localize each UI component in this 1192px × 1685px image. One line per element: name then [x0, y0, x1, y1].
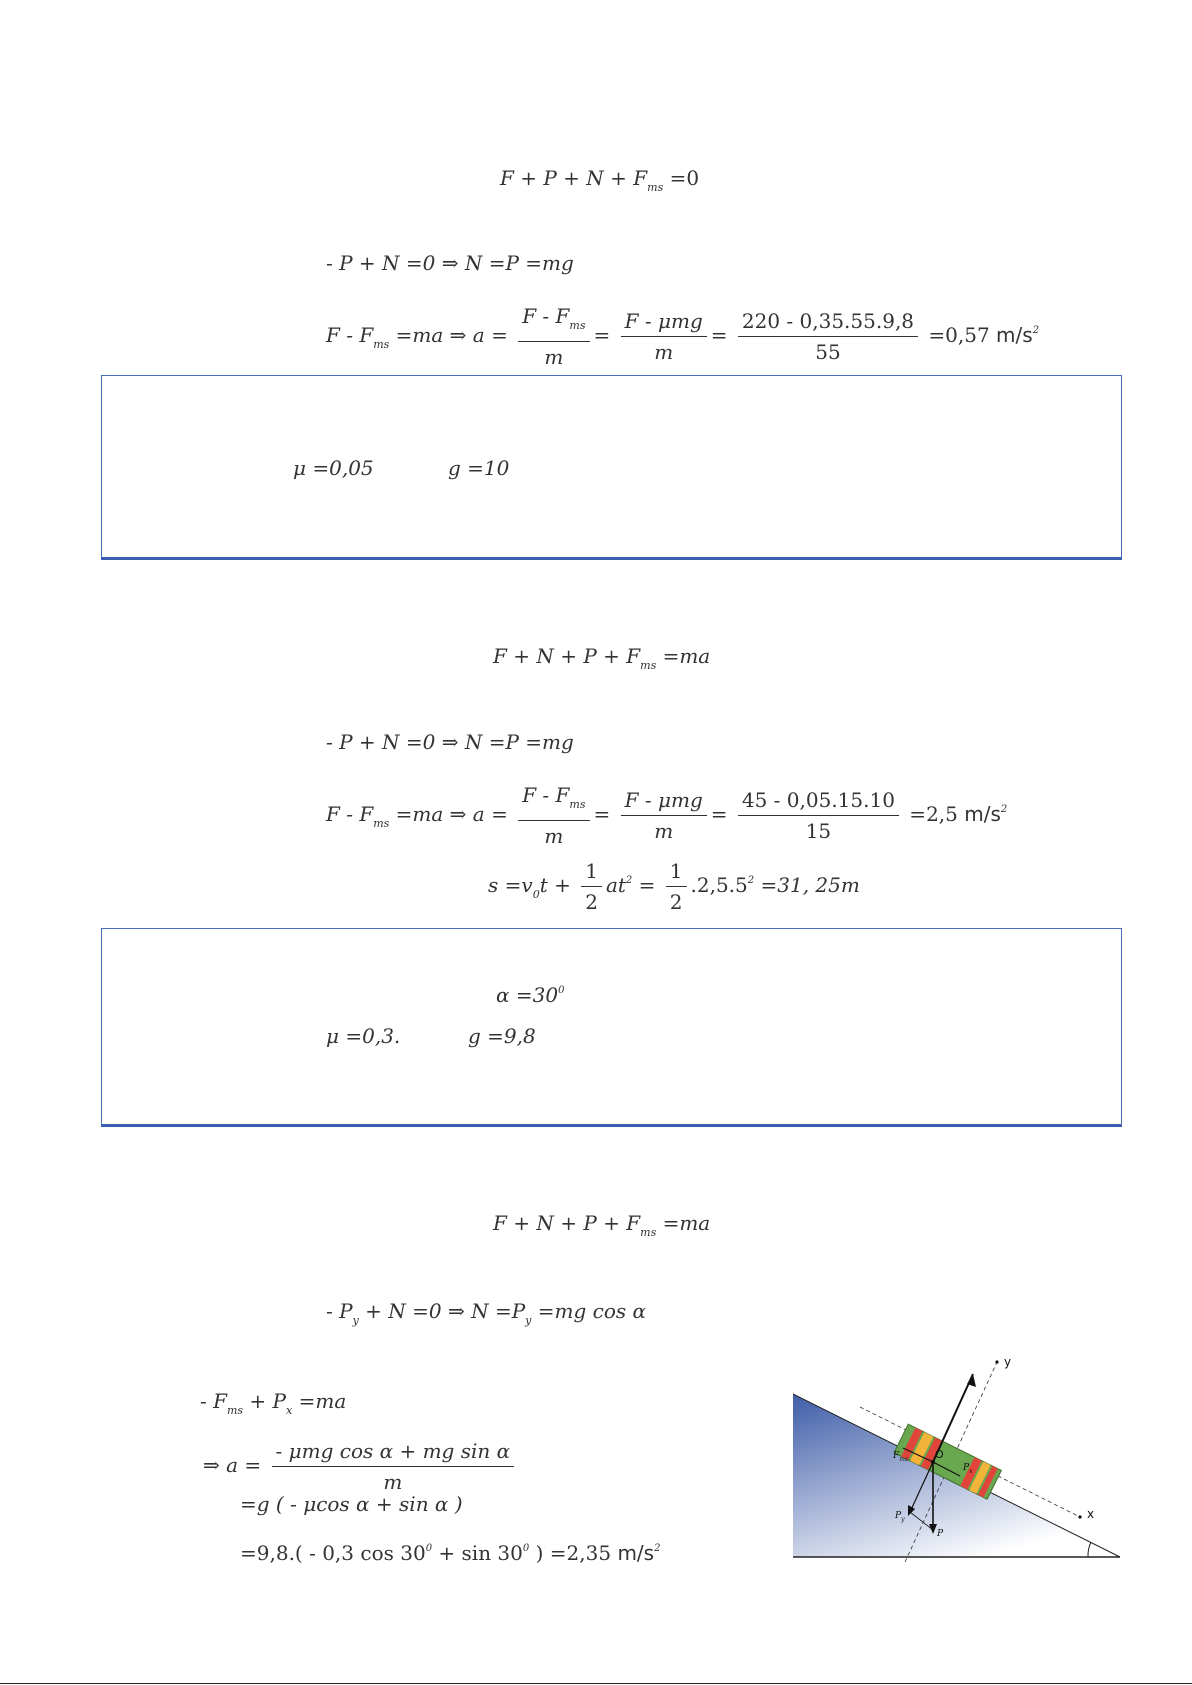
inclined-plane-diagram — [785, 1352, 1125, 1562]
eq-forces-sum-2: $F + N + P + F_{ms} =ma$ — [493, 644, 711, 672]
fraction: $\frac{\text{- μmg cos α + mg sin α}}{m}$ — [272, 1438, 515, 1495]
label-Px: $P_x$ — [963, 1463, 973, 1475]
fraction: $\frac{\text{F - μmg}}{m}$ — [621, 308, 707, 365]
label-Fms: $F_{ms}$ — [893, 1451, 909, 1463]
box2-mu: μ =0,3. — [326, 1024, 401, 1048]
eq-normal-force-2: - P + N =0 ⇒ N =P =mg — [326, 730, 574, 754]
box2-g: g =9,8 — [468, 1024, 536, 1048]
eq-forces-sum-1: $F + P + N + F_{ms} =0$ — [500, 166, 700, 194]
eq-a-formula: ⇒ a = $\frac{\text{- μmg cos α + mg sin α}}{m}$ — [203, 1438, 518, 1495]
box1-mu: μ =0,05 — [293, 456, 374, 480]
fraction: $\frac{1}{2}$ — [666, 858, 687, 915]
eq-normal-force-1: - P + N =0 ⇒ N =P =mg — [326, 251, 574, 275]
fraction: $\frac{220 - 0,35.55.9,8}{55}$ — [738, 308, 918, 365]
eq-distance: $s =v_0t$ + $\frac{1}{2}$ $at^2$ = $\frac{1}{2}$ $.2,5.5^2 =31$, 25m — [488, 859, 860, 914]
fraction: $\frac{F - F_{ms}}{m}$ — [518, 782, 589, 849]
label-x: x — [1087, 1507, 1095, 1521]
problem-box-2 — [101, 928, 1122, 1127]
problem-box-1 — [101, 375, 1122, 560]
label-y: y — [1004, 1355, 1012, 1369]
eq-forces-sum-3: $F + N + P + F_{ms} =ma$ — [493, 1211, 711, 1239]
label-Py: $P_y$ — [895, 1511, 905, 1523]
fraction: $\frac{45 - 0,05.15.10}{15}$ — [738, 787, 899, 844]
label-P: P — [937, 1529, 944, 1539]
eq-x-axis: - $F_{ms} + P_x =ma$ — [200, 1389, 347, 1417]
box2-alpha: $\alpha =30^0$ — [496, 983, 565, 1007]
fraction: $\frac{\text{F - μmg}}{m}$ — [621, 787, 707, 844]
eq-acceleration-2: $F - F_{ms} =ma$ ⇒ a = $\frac{F - F_{ms}}{m}$ = $\frac{\text{F - μmg}}{m}$ = $\frac{45 - 0,05.15.10}{15}$ =2,5 $m/s^2$ — [326, 783, 1008, 848]
y-axis-end-dot — [995, 1360, 998, 1363]
x-axis-end-dot — [1078, 1515, 1081, 1518]
eq-acceleration-1: $F - F_{ms} =ma$ ⇒ a = $\frac{F - F_{ms}}{m}$ = $\frac{\text{F - μmg}}{m}$ = $\frac{220 - 0,35.55.9,8}{55}$ =0,57 $m/s^2$ — [326, 304, 1040, 369]
fraction: $\frac{1}{2}$ — [581, 858, 602, 915]
eq-normal-force-3: - $P_y + N =0$ ⇒ $N =P_y =mg$ cos α — [326, 1299, 646, 1327]
label-O: O — [935, 1448, 944, 1461]
box1-g: g =10 — [448, 456, 510, 480]
fraction: $\frac{F - F_{ms}}{m}$ — [518, 303, 589, 370]
page-bottom-rule — [0, 1683, 1192, 1684]
eq-a-numeric: =9,8.( - 0,3 $\cos 30^0 + \sin 30^0$ ) =2,35 $m/s^2$ — [240, 1541, 661, 1565]
eq-a-g: =g ( - μcos α + sin α ) — [240, 1492, 463, 1516]
